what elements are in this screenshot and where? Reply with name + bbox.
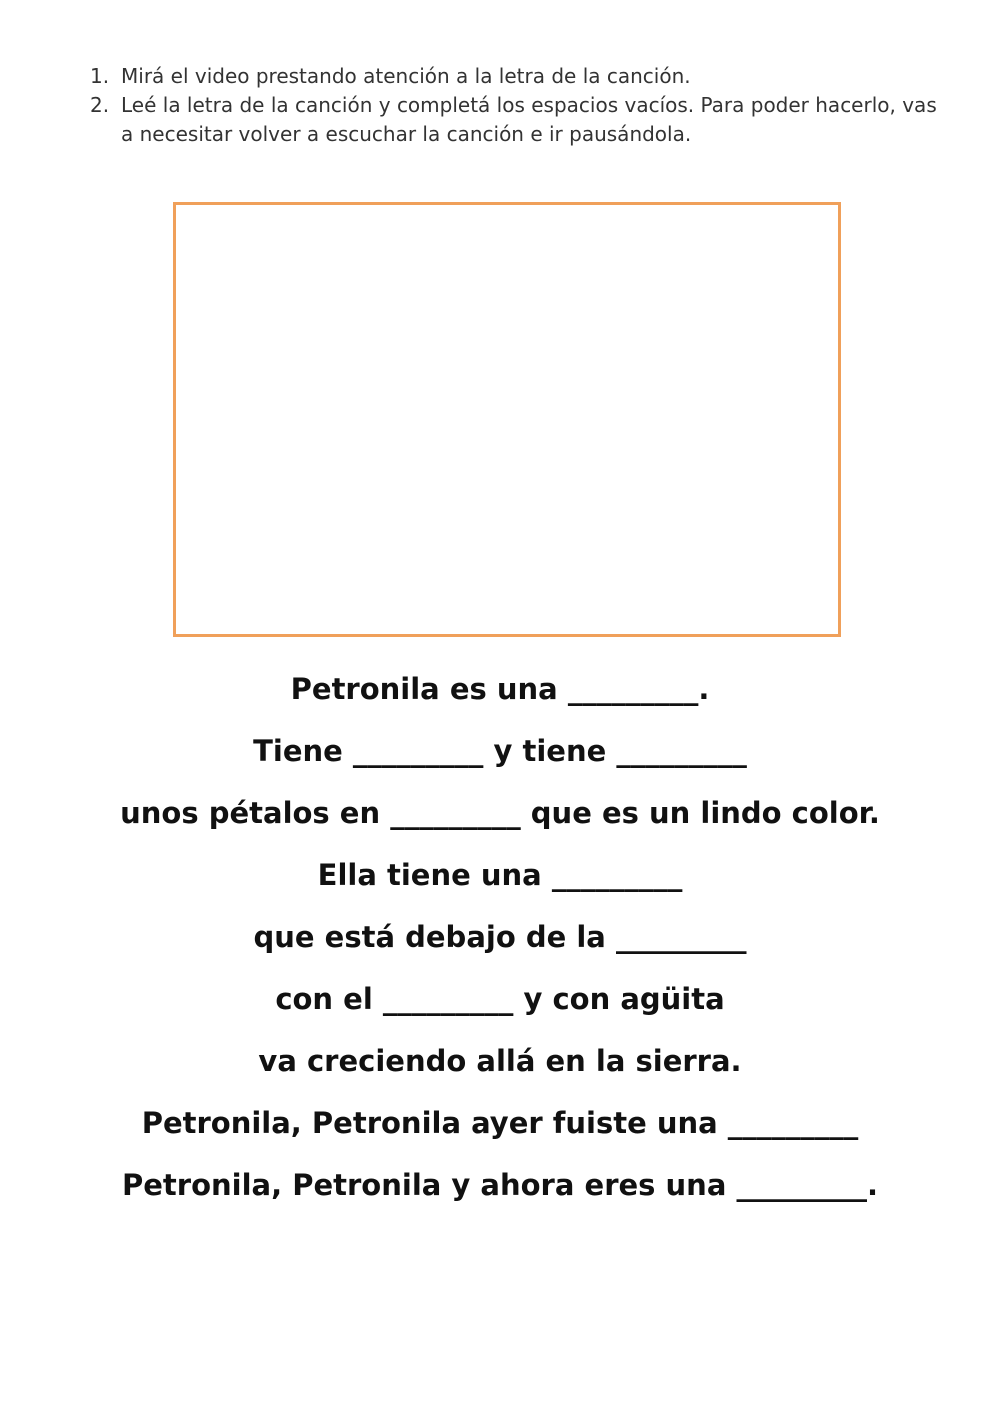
instruction-number: 1.	[90, 64, 110, 88]
instruction-number: 2.	[90, 93, 110, 117]
lyric-line: Ella tiene una _________	[317, 858, 683, 892]
instruction-text: Leé la letra de la canción y completá los espacios vacíos. Para poder hacerlo, vas a necesitar volver a escuchar la canción e ir pausándola.	[121, 93, 937, 146]
lyric-line: Tiene _________ y tiene _________	[253, 734, 747, 768]
lyric-line: Petronila, Petronila y ahora eres una _________.	[122, 1168, 878, 1202]
instruction-item	[90, 62, 950, 91]
lyric-line: que está debajo de la _________	[253, 920, 747, 954]
lyric-line: con el _________ y con agüita	[275, 982, 725, 1016]
lyric-line: va creciendo allá en la sierra.	[258, 1044, 742, 1078]
lyric-line: unos pétalos en _________ que es un lindo color.	[120, 796, 880, 830]
lyric-line: Petronila es una _________.	[290, 672, 710, 706]
song-lyrics	[0, 664, 1000, 1222]
lyric-line: Petronila, Petronila ayer fuiste una _________	[141, 1106, 859, 1140]
instruction-item	[90, 91, 950, 149]
video-embed-frame[interactable]	[173, 202, 841, 637]
instructions-list	[90, 62, 950, 149]
instruction-text: Mirá el video prestando atención a la letra de la canción.	[121, 64, 691, 88]
